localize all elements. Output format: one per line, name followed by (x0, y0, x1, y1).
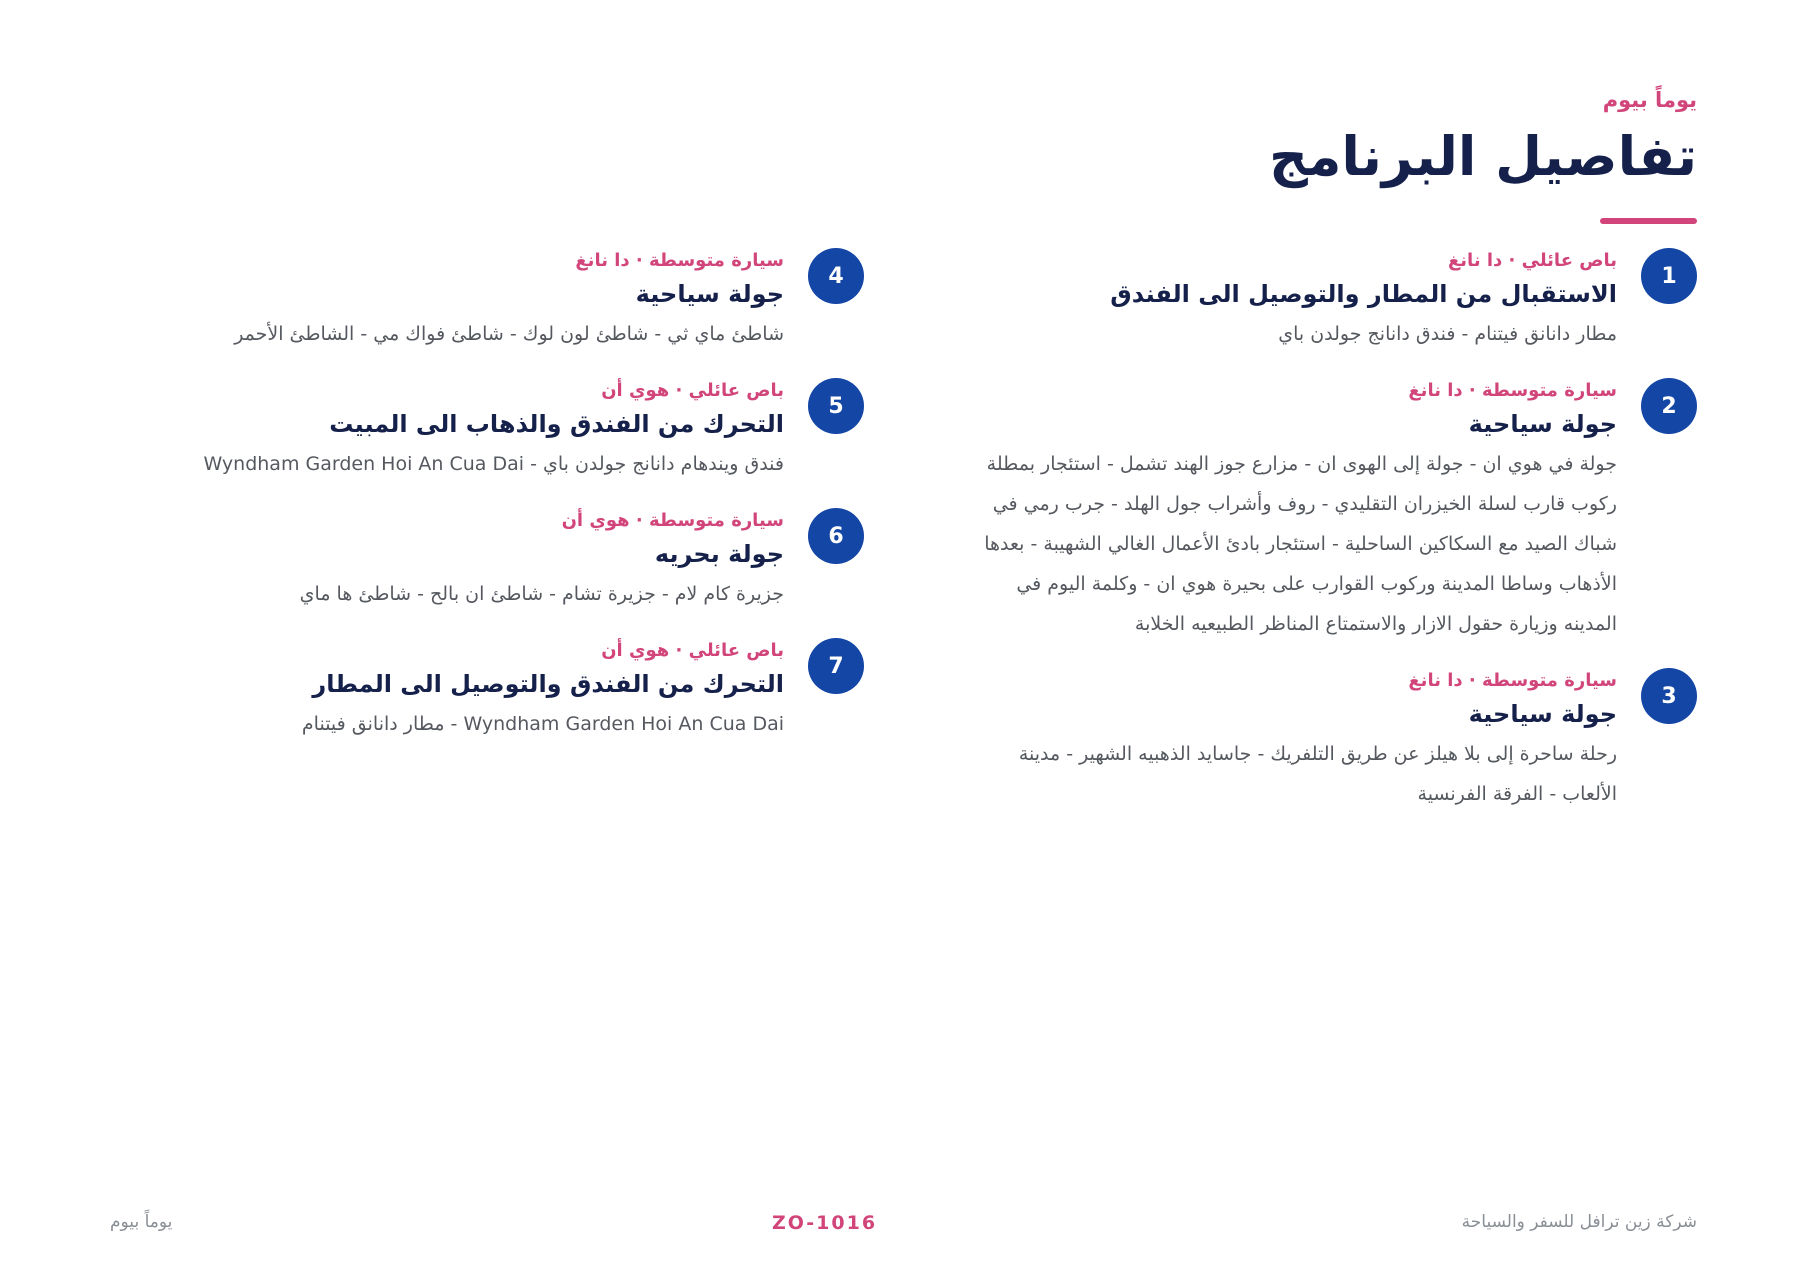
itinerary-column-left (144, 248, 864, 768)
day-number-badge: 5 (808, 378, 864, 434)
item-title: التحرك من الفندق والذهاب الى المبيت (329, 410, 784, 438)
itinerary-item-6 (144, 508, 864, 614)
footer-section: يوماً بيوم (110, 1212, 173, 1232)
day-number-badge: 7 (808, 638, 864, 694)
title-underline (1600, 218, 1697, 224)
item-title: جولة سياحية (1468, 410, 1617, 438)
page-title: تفاصيل البرنامج (1269, 125, 1697, 188)
itinerary-item-3 (977, 668, 1697, 814)
itinerary-item-7 (144, 638, 864, 744)
item-description: Wyndham Garden Hoi An Cua Dai - مطار دانانق فيتنام (301, 713, 784, 735)
item-meta: باص عائلي · هوي أن (601, 380, 784, 401)
item-description: شاطئ ماي ثي - شاطئ لون لوك - شاطئ فواك مي - الشاطئ الأحمر (234, 323, 784, 345)
day-number-badge: 6 (808, 508, 864, 564)
day-number-badge: 1 (1641, 248, 1697, 304)
itinerary-item-1 (977, 248, 1697, 354)
item-title: جولة بحريه (654, 540, 784, 568)
section-kicker: يوماً بيوم (1602, 88, 1697, 112)
item-meta: سيارة متوسطة · دا نانغ (1408, 380, 1617, 401)
item-title: الاستقبال من المطار والتوصيل الى الفندق (1110, 280, 1617, 308)
item-description: جزيرة كام لام - جزيرة تشام - شاطئ ان بالح - شاطئ ها ماي (299, 583, 784, 605)
day-number-badge: 3 (1641, 668, 1697, 724)
itinerary-item-2 (977, 378, 1697, 644)
item-title: التحرك من الفندق والتوصيل الى المطار (312, 670, 784, 698)
day-number-badge: 4 (808, 248, 864, 304)
item-description: فندق ويندهام دانانج جولدن باي - Wyndham Garden Hoi An Cua Dai (203, 453, 784, 475)
item-meta: سيارة متوسطة · دا نانغ (1408, 670, 1617, 691)
itinerary-column-right (977, 248, 1697, 838)
item-meta: باص عائلي · هوي أن (601, 640, 784, 661)
item-title: جولة سياحية (635, 280, 784, 308)
item-meta: سيارة متوسطة · هوي أن (561, 510, 784, 531)
day-number-badge: 2 (1641, 378, 1697, 434)
itinerary-item-4 (144, 248, 864, 354)
footer-company: شركة زين ترافل للسفر والسياحة (1461, 1212, 1697, 1232)
item-description: رحلة ساحرة إلى بلا هيلز عن طريق التلفريك - جاسايد الذهبيه الشهير - مدينة الألعاب - الفرقة الفرنسية (1018, 743, 1617, 805)
itinerary-item-5 (144, 378, 864, 484)
footer-code: ZO-1016 (772, 1212, 878, 1234)
item-title: جولة سياحية (1468, 700, 1617, 728)
item-meta: باص عائلي · دا نانغ (1448, 250, 1617, 271)
item-meta: سيارة متوسطة · دا نانغ (575, 250, 784, 271)
item-description: مطار دانانق فيتنام - فندق دانانج جولدن باي (1278, 323, 1617, 345)
item-description: جولة في هوي ان - جولة إلى الهوى ان - مزارع جوز الهند تشمل - استئجار بمطلة ركوب قارب لسلة الخيزران التقليدي - روف وأشراب جول الهلد - جرب رمي في شباك الصيد مع السكاكين الساحلية - استئجار بادئ الأعمال الغالي الشهيبة - بعدها الأذهاب وساطا المدينة وركوب القوارب على بحيرة هوي ان - وكلمة اليوم في المدينه وزيارة حقول الازار والاستمتاع المناظر الطبيعيه الخلابة (984, 453, 1617, 635)
